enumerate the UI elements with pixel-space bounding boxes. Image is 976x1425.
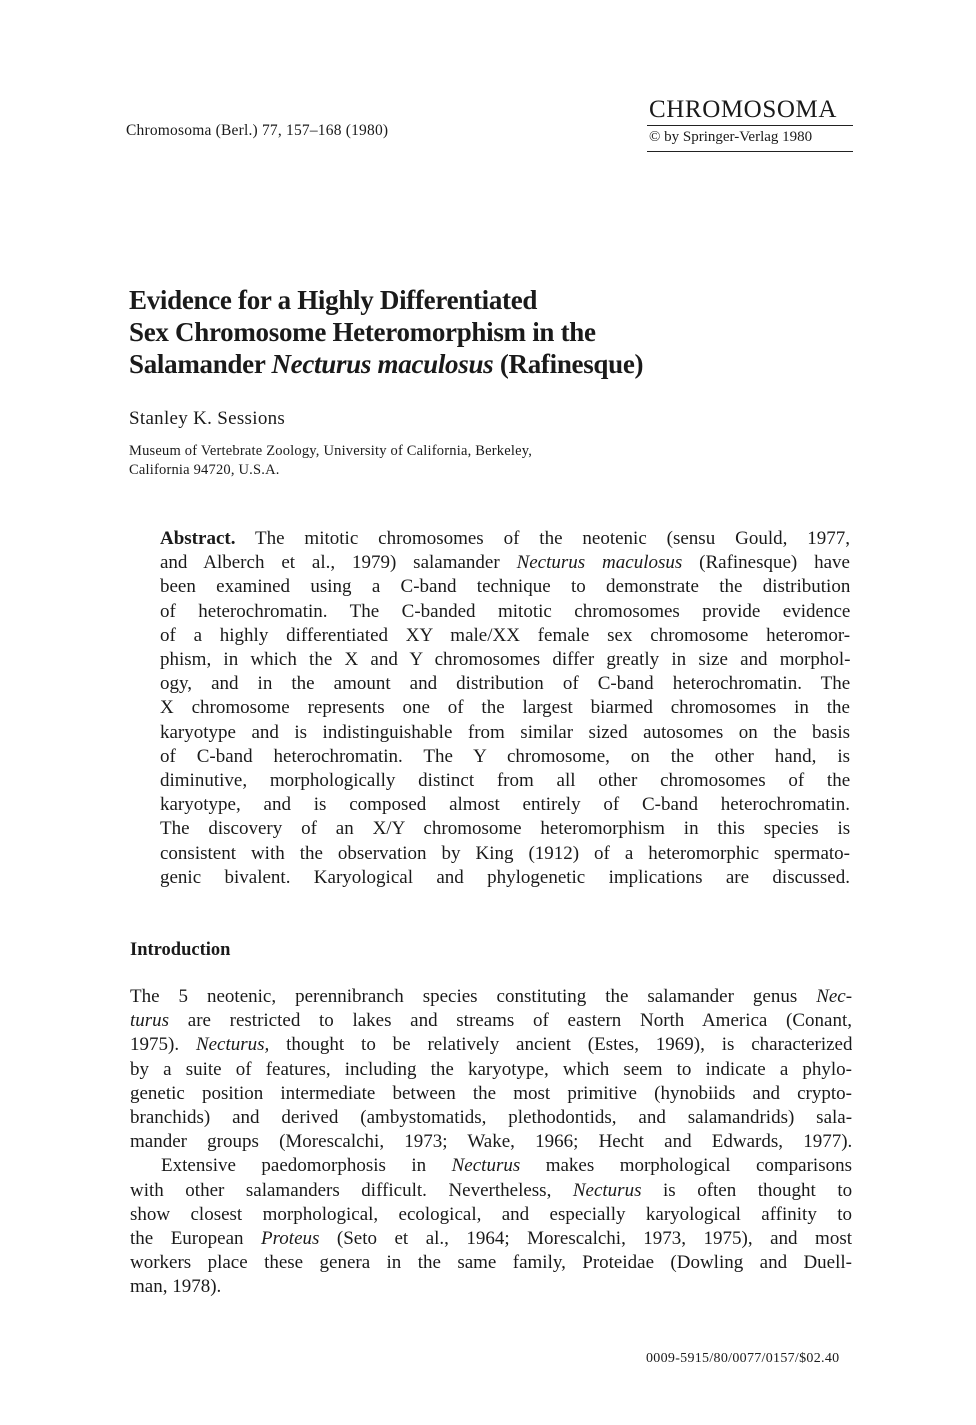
- title-line-3-pre: Salamander: [129, 349, 272, 379]
- abstract-line: been examined using a C-band technique to demonstrate the distribution: [160, 576, 850, 598]
- title-line-3: [129, 348, 889, 380]
- intro-line: [130, 985, 852, 1009]
- intro-genus: Nec-: [816, 986, 852, 1007]
- title-line-2: Sex Chromosome Heteromorphism in the: [129, 317, 596, 347]
- intro-line: [130, 1154, 852, 1178]
- affiliation-line-1: Museum of Vertebrate Zoology, University of California, Berkeley,: [129, 443, 533, 459]
- abstract-line: X chromosome represents one of the largest biarmed chromosomes in the: [160, 697, 850, 719]
- abstract-heading: Abstract.: [160, 528, 236, 549]
- intro-genus: Proteus: [261, 1228, 320, 1250]
- intro-line: [130, 1033, 852, 1057]
- abstract-line: diminutive, morphologically distinct from all other chromosomes of the: [160, 770, 850, 792]
- journal-citation: Chromosoma (Berl.) 77, 157–168 (1980): [126, 122, 389, 139]
- intro-line: workers place these genera in the same family, Proteidae (Dowling and Duell-: [130, 1252, 852, 1274]
- intro-line: [130, 1179, 852, 1203]
- intro-line: by a suite of features, including the karyotype, which seem to indicate a phylo-: [130, 1058, 852, 1080]
- abstract-text: The mitotic chromosomes of the neotenic (sensu Gould, 1977,: [235, 528, 850, 549]
- intro-genus: Necturus: [451, 1155, 521, 1177]
- title-line-1: Evidence for a Highly Differentiated: [129, 285, 538, 315]
- journal-masthead: [647, 96, 853, 152]
- intro-text: is often thought to: [641, 1179, 852, 1201]
- abstract-line: [160, 527, 850, 551]
- abstract-line: phism, in which the X and Y chromosomes differ greatly in size and morphol-: [160, 649, 850, 671]
- intro-text: makes morphological comparisons: [520, 1155, 852, 1177]
- affiliation-line-2: California 94720, U.S.A.: [129, 462, 280, 478]
- intro-line: [130, 1009, 852, 1033]
- abstract-line: of C-band heterochromatin. The Y chromosome, on the other hand, is: [160, 745, 850, 767]
- intro-text: are restricted to lakes and streams of eastern North America (Conant,: [169, 1010, 852, 1032]
- abstract-line: ogy, and in the amount and distribution of C-band heterochromatin. The: [160, 673, 850, 695]
- intro-text: with other salamanders difficult. Nevertheless,: [130, 1179, 573, 1201]
- intro-line: [130, 1227, 852, 1251]
- intro-line: show closest morphological, ecological, and especially karyological affinity to: [130, 1203, 852, 1225]
- intro-line: genetic position intermediate between the most primitive (hynobiids and crypto-: [130, 1082, 852, 1104]
- introduction-body: [130, 985, 852, 1300]
- abstract: [160, 527, 850, 890]
- intro-text: (Seto et al., 1964; Morescalchi, 1973, 1975), and most: [319, 1228, 852, 1250]
- abstract-line: genic bivalent. Karyological and phylogenetic implications are discussed.: [160, 866, 850, 888]
- intro-text: the European: [130, 1228, 261, 1250]
- intro-genus: Necturus,: [195, 1034, 270, 1056]
- intro-text: Extensive paedomorphosis in: [161, 1155, 452, 1177]
- abstract-line: karyotype and is indistinguishable from similar sized autosomes on the basis: [160, 721, 850, 743]
- paper-title: [129, 284, 889, 380]
- abstract-text: and Alberch et al., 1979) salamander: [160, 552, 517, 574]
- article-code: 0009-5915/80/0077/0157/$02.40: [646, 1351, 840, 1366]
- intro-text: thought to be relatively ancient (Estes, 1969), is characterized: [269, 1034, 852, 1056]
- journal-name: CHROMOSOMA: [647, 96, 853, 126]
- abstract-line: karyotype, and is composed almost entirely of C-band heterochromatin.: [160, 794, 850, 816]
- abstract-line: The discovery of an X/Y chromosome heteromorphism in this species is: [160, 818, 850, 840]
- intro-genus: turus: [130, 1010, 170, 1032]
- intro-line: man, 1978).: [130, 1276, 222, 1298]
- intro-line: branchids) and derived (ambystomatids, plethodontids, and salamandrids) sala-: [130, 1107, 852, 1129]
- copyright-notice: © by Springer-Verlag 1980: [647, 126, 853, 152]
- abstract-text: (Rafinesque) have: [682, 552, 850, 574]
- abstract-line: consistent with the observation by King (1912) of a heteromorphic spermato-: [160, 842, 850, 864]
- intro-genus: Necturus: [572, 1179, 642, 1201]
- intro-line: mander groups (Morescalchi, 1973; Wake, 1966; Hecht and Edwards, 1977).: [130, 1131, 852, 1153]
- abstract-line: [160, 551, 850, 575]
- author-name: Stanley K. Sessions: [129, 408, 286, 429]
- intro-text: 1975).: [130, 1034, 196, 1056]
- abstract-species: Necturus maculosus: [516, 552, 683, 574]
- author-affiliation: [129, 442, 689, 480]
- abstract-line: of a highly differentiated XY male/XX female sex chromosome heteromor-: [160, 624, 850, 646]
- abstract-line: of heterochromatin. The C-banded mitotic chromosomes provide evidence: [160, 600, 850, 622]
- intro-text: The 5 neotenic, perennibranch species constituting the salamander genus: [130, 986, 817, 1007]
- section-heading-introduction: Introduction: [130, 940, 231, 960]
- title-species-name: Necturus maculosus: [271, 349, 494, 379]
- title-line-3-post: (Rafinesque): [493, 349, 644, 379]
